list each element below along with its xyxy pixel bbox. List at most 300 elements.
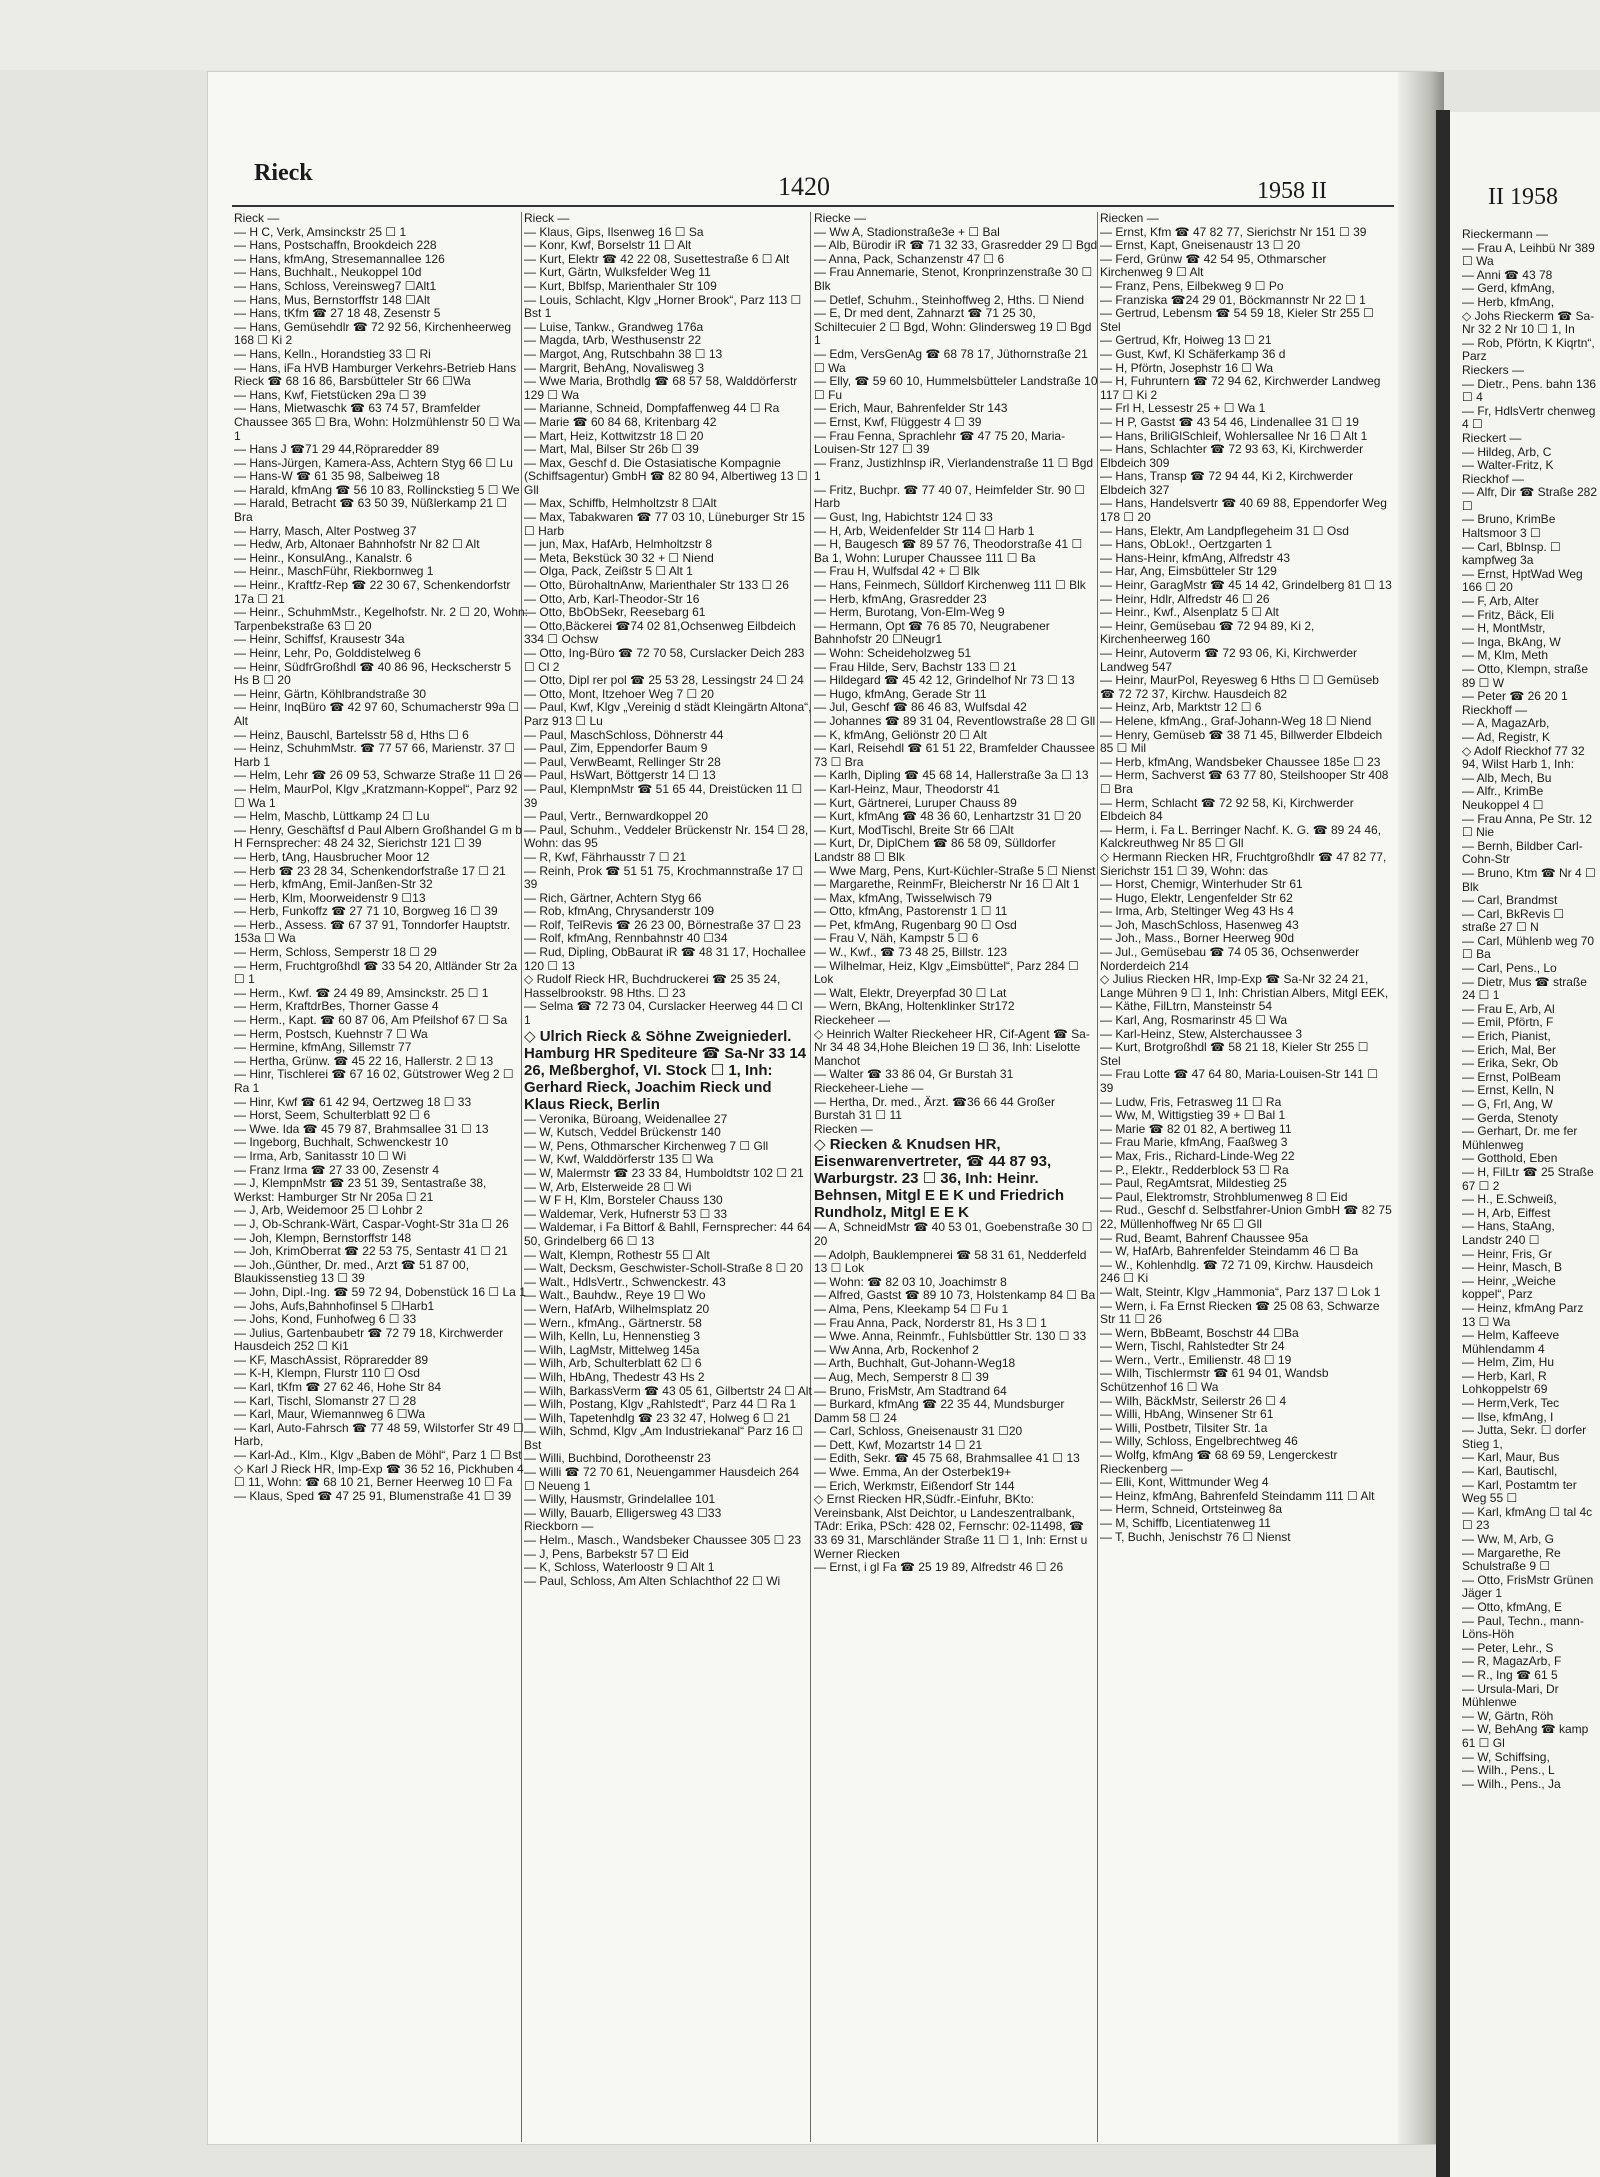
directory-entry: — Willy, Schloss, Engelbrechtweg 46 — [1100, 1434, 1298, 1449]
directory-entry: — Wern., kfmAng., Gärtnerstr. 58 — [524, 1315, 702, 1330]
directory-entry: — Herb, kfmAng, Wandsbeker Chaussee 185e ☐ 23 — [1100, 754, 1381, 769]
directory-entry: — Herb, tAng, Hausbrucher Moor 12 — [234, 849, 430, 864]
directory-entry: — Margarethe, Re Schulstraße 9 ☐ — [1462, 1545, 1561, 1574]
name-group-heading: Rieckenberg — — [1100, 1461, 1183, 1476]
directory-entry: — Selma ☎ 72 73 04, Curslacker Heerweg 44 ☐ Cl 1 — [524, 999, 803, 1028]
directory-entry: — W., Kohlenhdlg. ☎ 72 71 09, Kirchw. Hausdeich 246 ☐ Ki — [1100, 1257, 1374, 1286]
directory-entry: — Alfred, Gastst ☎ 89 10 73, Holstenkamp 84 ☐ Ba — [814, 1288, 1096, 1303]
directory-entry: — Herm., Kwf. ☎ 24 49 89, Amsinckstr. 25 ☐ 1 — [234, 985, 489, 1000]
directory-entry: — Paul, Schuhm., Veddeler Brückenstr Nr. 154 ☐ 28, Wohn: das 95 — [524, 822, 809, 851]
directory-entry: — Karl, Bautischl, — [1462, 1464, 1558, 1479]
directory-entry: — KF, MaschAssist, Röpraredder 89 — [234, 1352, 429, 1367]
directory-entry: — Ingeborg, Buchhalt, Schwenckestr 10 — [234, 1135, 449, 1150]
directory-entry: — Willi, Buchbind, Dorotheenstr 23 — [524, 1451, 711, 1466]
directory-entry: — Heinr., SchuhmMstr., Kegelhofstr. Nr. 2 ☐ 20, Wohn: Tarpenbekstraße 63 ☐ 20 — [234, 605, 528, 633]
directory-entry: — A, MagazArb, — [1462, 716, 1550, 731]
directory-entry: — Wern, HafArb, Wilhelmsplatz 20 — [524, 1301, 710, 1316]
directory-entry: — Herm,Verk, Tec — [1462, 1396, 1560, 1411]
directory-entry: — Joh, Klempn, Bernstorffstr 148 — [234, 1230, 412, 1245]
directory-entry: — H, Fuhruntern ☎ 72 94 62, Kirchwerder Landweg 117 ☐ Ki 2 — [1100, 374, 1381, 402]
directory-entry: — Carl, Mühlenb weg 70 ☐ Ba — [1462, 933, 1595, 962]
directory-entry: ◇ Karl J Rieck HR, Imp-Exp ☎ 36 52 16, Pickhuben 4 ☐ 11, Wohn: ☎ 68 10 21, Berner Heerweg 10 ☐ Fa — [234, 1461, 524, 1490]
directory-entry: — Ferd, Grünw ☎ 42 54 95, Othmarscher Kirchenweg 9 ☐ Alt — [1100, 251, 1327, 280]
directory-entry: — Horst, Seem, Schulterblatt 92 ☐ 6 — [234, 1108, 431, 1123]
directory-entry: — Herm, Sachverst ☎ 63 77 80, Steilshooper Str 408 ☐ Bra — [1100, 768, 1389, 796]
directory-entry: — Alb, Mech, Bu — [1462, 770, 1552, 785]
directory-entry: — Walter-Fritz, K — [1462, 458, 1554, 473]
directory-entry: — Carl, BbInsp. ☐ kampfweg 3a — [1462, 539, 1561, 568]
name-group-heading: Rieckers — — [1462, 362, 1525, 377]
name-group-heading: Rieckermann — — [1462, 228, 1549, 241]
directory-entry: — Max, Tabakwaren ☎ 77 03 10, Lüneburger Str 15 ☐ Harb — [524, 510, 805, 538]
directory-entry: — Henry, Gemüseb ☎ 38 71 45, Billwerder Elbdeich 85 ☐ Mil — [1100, 727, 1383, 756]
directory-entry: — Wwe Maria, Brothdlg ☎ 68 57 58, Walddörferstr 129 ☐ Wa — [524, 374, 798, 402]
directory-entry: — Wilh, Postang, Klgv „Rahlstedt“, Parz 44 ☐ Ra 1 — [524, 1397, 797, 1412]
directory-entry: — Gerd, kfmAng, — [1462, 281, 1555, 296]
directory-entry: — Otto, Klempn, straße 89 ☐ W — [1462, 662, 1589, 690]
directory-entry: — Heinr, Schiffsf, Krausestr 34a — [234, 632, 405, 647]
directory-entry: — Jul., Gemüsebau ☎ 74 05 36, Ochsenwerder Norderdeich 214 — [1100, 945, 1360, 973]
directory-entry: — Heinr, Autoverm ☎ 72 93 06, Ki, Kirchwerder Landweg 547 — [1100, 646, 1358, 674]
directory-entry: — Ww A, Stadionstraße3e + ☐ Bal — [814, 224, 1000, 239]
directory-entry: — Emil, Pförtn, F — [1462, 1015, 1554, 1030]
directory-entry: — Willi, Postbetr, Tilsiter Str. 1a — [1100, 1420, 1268, 1435]
directory-entry: — Erich, Mal, Ber — [1462, 1042, 1557, 1057]
directory-entry: — Alb, Bürodir iR ☎ 71 32 33, Grasredder 29 ☐ Bgd — [814, 238, 1098, 253]
directory-entry: — Heinr., MaschFühr, Riekbornweg 1 — [234, 564, 434, 579]
directory-entry: — Klaus, Gips, Ilsenweg 16 ☐ Sa — [524, 224, 704, 239]
directory-entry: — Heinz, Arb, Marktstr 12 ☐ 6 — [1100, 700, 1262, 715]
directory-entry: — Helm, Kaffeeve Mühlendamm 4 — [1462, 1328, 1560, 1356]
directory-entry: — Paul, KlempnMstr ☎ 51 65 44, Dreistücken 11 ☐ 39 — [524, 781, 803, 810]
directory-entry: — A, SchneidMstr ☎ 40 53 01, Goebenstraße 30 ☐ 20 — [814, 1220, 1093, 1248]
directory-entry: — Otto, Dipl rer pol ☎ 25 53 28, Lessingstr 24 ☐ 24 — [524, 673, 804, 688]
directory-entry: — Olga, Pack, Zeißstr 5 ☐ Alt 1 — [524, 564, 693, 579]
directory-entry: — Herb, kfmAng, Emil-Janßen-Str 32 — [234, 877, 433, 892]
directory-entry: — Wohn: ☎ 82 03 10, Joachimstr 8 — [814, 1274, 1007, 1289]
header-rule — [232, 205, 1394, 207]
directory-entry: — Hermann, Opt ☎ 76 85 70, Neugrabener Bahnhofstr 20 ☐Neugr1 — [814, 618, 1050, 647]
directory-entry: — Rud, Dipling, ObBaurat iR ☎ 48 31 17, Hochallee 120 ☐ 13 — [524, 945, 806, 973]
directory-entry: — Mart, Heiz, Kottwitzstr 18 ☐ 20 — [524, 428, 704, 443]
directory-entry: — Elli, Kont, Wittmunder Weg 4 — [1100, 1475, 1269, 1490]
directory-entry: — H, Baugesch ☎ 89 57 76, Theodorstraße 41 ☐ Ba 1, Wohn: Luruper Chaussee 111 ☐ Ba — [814, 537, 1083, 565]
directory-entry: — Franz Irma ☎ 27 33 00, Zesenstr 4 — [234, 1162, 440, 1177]
directory-entry: — Heinr., KonsulAng., Kanalstr. 6 — [234, 550, 413, 565]
directory-entry: — H, Arb, Eiffest — [1462, 1205, 1551, 1220]
directory-entry: — Alma, Pens, Kleekamp 54 ☐ Fu 1 — [814, 1301, 1009, 1316]
directory-entry: — Frau E, Arb, Al — [1462, 1001, 1555, 1016]
directory-entry: — Paul, Zim, Eppendorfer Baum 9 — [524, 741, 708, 756]
directory-entry: — Paul, Vertr., Bernwardkoppel 20 — [524, 809, 709, 824]
adjacent-page-head: II 1958 — [1488, 184, 1558, 210]
directory-entry: — Otto, FrisMstr Grünen Jäger 1 — [1462, 1572, 1594, 1601]
directory-entry: — Wilh, BarkassVerm ☎ 43 05 61, Gilbertstr 24 ☐ Alt — [524, 1383, 812, 1398]
directory-entry: — Luise, Tankw., Grandweg 176a — [524, 319, 704, 334]
directory-entry: — Herm, Fruchtgroßhdl ☎ 33 54 20, Altländer Str 2a ☐ 1 — [234, 958, 518, 987]
directory-entry: — Willy, Bauarb, Elligersweg 43 ☐33 — [524, 1505, 722, 1520]
directory-entry: — Herb, Funkoffz ☎ 27 71 10, Borgweg 16 ☐ 39 — [234, 904, 498, 919]
directory-entry: ◇ Johs Rieckerm ☎ Sa-Nr 32 2 Nr 10 ☐ 1, In — [1462, 308, 1595, 337]
directory-entry: — Karl, kfmAng ☐ tal 4c ☐ 23 — [1462, 1504, 1593, 1533]
directory-entry: — Hildegard ☎ 45 42 12, Grindelhof Nr 73 ☐ 13 — [814, 673, 1075, 688]
directory-entry: — Helm., Masch., Wandsbeker Chaussee 305 ☐ 23 — [524, 1533, 802, 1548]
name-group-heading: Riecke — — [814, 212, 867, 225]
directory-entry: — W, Kwf, Walddörferstr 135 ☐ Wa — [524, 1152, 714, 1167]
directory-entry: — Margarethe, ReinmFr, Bleicherstr Nr 16 ☐ Alt 1 — [814, 877, 1080, 892]
directory-entry: — Herb, Klm, Moorweidenstr 9 ☐13 — [234, 890, 426, 905]
directory-entry: — Hans, Kelln., Horandstieg 33 ☐ Ri — [234, 346, 431, 361]
directory-entry: — Paul, Schloss, Am Alten Schlachthof 22 ☐ Wi — [524, 1573, 781, 1588]
directory-entry: ◇ Ernst Riecken HR,Südfr.-Einfuhr, BKto: Vereinsbank, Alst Deichtor, u Landeszentralbank, TAdr: Erika, PSch: 428 02, Fernschr: 02-11498, ☎ 33 69 31, Marschländer Straße 11 ☐ 1, Inh: Ernst u Werner Riecken — [814, 1492, 1088, 1561]
directory-entry: ◇ Adolf Rieckhof 77 32 94, Wilst Harb 1, Inh: — [1462, 743, 1585, 772]
directory-entry: — J, Ob-Schrank-Wärt, Caspar-Voght-Str 31a ☐ 26 — [234, 1216, 509, 1231]
directory-entry: — Wwe Marg, Pens, Kurt-Küchler-Straße 5 ☐ Nienst — [814, 863, 1096, 878]
directory-entry: — W, BehAng ☎ kamp 61 ☐ Gl — [1462, 1722, 1589, 1750]
directory-entry: — Heinr., Kraftfz-Rep ☎ 22 30 67, Schenkendorfstr 17a ☐ 21 — [234, 578, 511, 606]
directory-entry: — Waldemar, Verk, Hufnerstr 53 ☐ 33 — [524, 1206, 728, 1221]
directory-entry: — Ww, M, Arb, G — [1462, 1532, 1555, 1546]
directory-entry: — Käthe, FilLtrn, Mansteinstr 54 — [1100, 999, 1273, 1014]
directory-entry: — Heinz, SchuhmMstr. ☎ 77 57 66, Marienstr. 37 ☐ Harb 1 — [234, 741, 516, 769]
directory-entry: — Heinz, kfmAng Parz 13 ☐ Wa — [1462, 1300, 1584, 1329]
directory-entry: — Ludw, Fris, Fetrasweg 11 ☐ Ra — [1100, 1094, 1282, 1109]
directory-entry: — Frau Fenna, Sprachlehr ☎ 47 75 20, Maria-Louisen-Str 127 ☐ 39 — [814, 428, 1066, 457]
directory-entry: — H, FilLtr ☎ 25 Straße 67 ☐ 2 — [1462, 1164, 1594, 1193]
directory-entry: — H., E.Schweiß, — [1462, 1192, 1557, 1207]
directory-entry: — Rud., Geschf d. Selbstfahrer-Union GmbH ☎ 82 75 22, Müllenhoffweg Nr 65 ☐ Gll — [1100, 1203, 1392, 1231]
directory-entry: — Helm, MaurPol, Klgv „Kratzmann-Koppel“, Parz 92 ☐ Wa 1 — [234, 781, 518, 810]
directory-entry: — W, Pens, Othmarscher Kirchenweg 7 ☐ Gll — [524, 1138, 769, 1153]
directory-entry: — Karl, Auto-Fahrsch ☎ 77 48 59, Wilstorfer Str 49 ☐ Harb, — [234, 1420, 524, 1449]
directory-entry: — Marie ☎ 82 01 82, A bertiweg 11 — [1100, 1121, 1292, 1136]
directory-entry: — Helene, kfmAng., Graf-Johann-Weg 18 ☐ Niend — [1100, 713, 1372, 728]
directory-entry: — Wilhelmar, Heiz, Klgv „Eimsbüttel“, Parz 284 ☐ Lok — [814, 958, 1079, 987]
directory-entry: — Otto, Arb, Karl-Theodor-Str 16 — [524, 591, 700, 606]
directory-entry: — Hans-Heinr, kfmAng, Alfredstr 43 — [1100, 550, 1291, 565]
directory-entry: — Herm, Schloss, Semperstr 18 ☐ 29 — [234, 945, 437, 960]
directory-entry: — Kurt, kfmAng ☎ 48 36 60, Lenhartzstr 31 ☐ 20 — [814, 809, 1082, 824]
directory-entry: — Franz, Pens, Eilbekweg 9 ☐ Po — [1100, 278, 1284, 293]
directory-entry: — H C, Verk, Amsinckstr 25 ☐ 1 — [234, 224, 407, 239]
directory-entry: — Hans, Kwf, Fietstücken 29a ☐ 39 — [234, 387, 427, 402]
directory-entry: — Walt, Klempn, Rothestr 55 ☐ Alt — [524, 1247, 710, 1262]
directory-entry: — Otto,Bäckerei ☎74 02 81,Ochsenweg Eilbdeich 334 ☐ Ochsw — [524, 618, 796, 647]
directory-entry: — Margrit, BehAng, Novalisweg 3 — [524, 360, 705, 375]
directory-entry: — H, Pförtn, Josephstr 16 ☐ Wa — [1100, 360, 1274, 375]
directory-entry: — Hans, Postschaffn, Brookdeich 228 — [234, 238, 437, 253]
directory-entry: — Herb, kfmAng, Grasredder 23 — [814, 591, 987, 606]
directory-entry: — Carl, BkRevis ☐ straße 27 ☐ N — [1462, 906, 1565, 935]
directory-entry: — Otto, BürohaltnAnw, Marienthaler Str 133 ☐ 26 — [524, 578, 789, 593]
directory-entry: — Paul, VerwBeamt, Rellinger Str 28 — [524, 754, 721, 769]
directory-entry: — Gertrud, Kfr, Hoiweg 13 ☐ 21 — [1100, 333, 1272, 348]
directory-entry: — Hertha, Dr. med., Ärzt. ☎36 66 44 Großer Burstah 31 ☐ 11 — [814, 1094, 1056, 1123]
directory-entry: — Fritz, Bäck, Eli — [1462, 607, 1555, 622]
directory-entry: — Gertrud, Lebensm ☎ 54 59 18, Kieler Str 255 ☐ Stel — [1100, 306, 1374, 334]
directory-entry: — M, Schiffb, Licentiatenweg 11 — [1100, 1516, 1271, 1530]
directory-entry: — Frau Hilde, Serv, Bachstr 133 ☐ 21 — [814, 659, 1017, 674]
directory-entry: — Wilh, Tischlermstr ☎ 61 94 01, Wandsb Schützenhof 16 ☐ Wa — [1100, 1366, 1329, 1395]
directory-entry: — Anni ☎ 43 78 — [1462, 267, 1553, 282]
directory-entry: ◇ Rudolf Rieck HR, Buchdruckerei ☎ 25 35 24, Hasselbrookstr. 98 Hths. ☐ 23 — [524, 972, 781, 1000]
directory-entry: — G, Frl, Ang, W — [1462, 1097, 1553, 1111]
directory-entry: — Carl, Brandmst — [1462, 893, 1558, 908]
directory-entry: — Gust, Ing, Habichtstr 124 ☐ 33 — [814, 510, 993, 525]
directory-entry: — P., Elektr., Redderblock 53 ☐ Ra — [1100, 1162, 1289, 1177]
directory-entry: — Harald, kfmAng ☎ 56 10 83, Rollinckstieg 5 ☐ We — [234, 482, 520, 497]
directory-entry: — Herm, Postsch, Kuehnstr 7 ☐ Wa — [234, 1026, 428, 1041]
adjacent-page-column — [1462, 228, 1598, 2158]
directory-entry: — T, Buchh, Jenischstr 76 ☐ Nienst — [1100, 1529, 1291, 1544]
book-gutter — [1436, 110, 1450, 2177]
directory-entry: — Hans, Elektr, Am Landpflegeheim 31 ☐ Osd — [1100, 523, 1349, 538]
name-group-heading: Rieckborn — — [524, 1519, 594, 1534]
directory-entry: — Joh.,Günther, Dr. med., Arzt ☎ 51 87 00, Blaukissenstieg 13 ☐ 39 — [234, 1257, 470, 1286]
directory-entry: — Franziska ☎24 29 01, Böckmannstr Nr 22 ☐ 1 — [1100, 292, 1366, 307]
directory-entry: — Ernst, PolBeam — [1462, 1069, 1561, 1084]
directory-entry: — Wilh, Tapetenhdlg ☎ 23 32 47, Holweg 6 ☐ 21 — [524, 1410, 791, 1425]
directory-entry: — Arth, Buchhalt, Gut-Johann-Weg18 — [814, 1356, 1016, 1371]
directory-entry: — Hans, tKfm ☎ 27 18 48, Zesenstr 5 — [234, 306, 441, 321]
directory-entry: — Heinr., Kwf., Alsenplatz 5 ☐ Alt — [1100, 605, 1279, 620]
directory-entry: — Kurt, Gärtnerei, Luruper Chauss 89 — [814, 795, 1017, 810]
directory-entry: — Willy, Hausmstr, Grindelallee 101 — [524, 1492, 716, 1507]
directory-entry: — W, Kutsch, Veddel Brückenstr 140 — [524, 1125, 721, 1140]
directory-entry: — J, Arb, Weidemoor 25 ☐ Lohbr 2 — [234, 1203, 423, 1218]
directory-entry: — Paul, MaschSchloss, Döhnerstr 44 — [524, 727, 724, 742]
directory-entry: — Kurt, Brotgroßhdl ☎ 58 21 18, Kieler Str 255 ☐ Stel — [1100, 1040, 1369, 1068]
directory-entry: — Ernst, Kelln, N — [1462, 1083, 1555, 1098]
directory-entry: — Karl, Tischl, Slomanstr 27 ☐ 28 — [234, 1393, 417, 1408]
directory-entry: — Hans, BriliGlSchleif, Wohlersallee Nr 16 ☐ Alt 1 — [1100, 428, 1368, 443]
directory-entry: — Har, Ang, Eimsbütteler Str 129 — [1100, 564, 1277, 579]
name-group-heading: Riecken — — [814, 1121, 873, 1136]
directory-entry: — Mart, Mal, Bilser Str 26b ☐ 39 — [524, 442, 699, 457]
name-group-heading: Rieckeheer-Liehe — — [814, 1081, 924, 1095]
directory-entry: — Erich, Pianist, — [1462, 1029, 1551, 1044]
directory-entry: — W, Arb, Elsterweide 28 ☐ Wi — [524, 1179, 692, 1194]
directory-entry: — Kurt, Elektr ☎ 42 22 08, Susettestraße 6 ☐ Alt — [524, 251, 790, 266]
directory-entry: — Burkard, kfmAng ☎ 22 35 44, Mundsburger Damm 58 ☐ 24 — [814, 1397, 1065, 1425]
running-head-keyword: Rieck — [254, 160, 313, 186]
directory-entry: — Louis, Schlacht, Klgv „Horner Brook“, Parz 113 ☐ Bst 1 — [524, 292, 802, 321]
directory-entry: — Hans-W ☎ 61 35 98, Salbeiweg 18 — [234, 469, 440, 484]
directory-entry: — Wolfg, kfmAng ☎ 68 69 59, Lengerckestr — [1100, 1448, 1338, 1463]
directory-entry: — Detlef, Schuhm., Steinhoffweg 2, Hths. ☐ Niend — [814, 292, 1084, 307]
directory-entry: — Wilh, Arb, Schulterblatt 62 ☐ 6 — [524, 1356, 702, 1371]
directory-entry: — Margot, Ang, Rutschbahn 38 ☐ 13 — [524, 346, 723, 361]
directory-entry: — Erika, Sekr, Ob — [1462, 1056, 1559, 1071]
directory-entry: — Helm, Maschb, Lüttkamp 24 ☐ Lu — [234, 809, 430, 824]
directory-entry: — Hugo, Elektr, Lengenfelder Str 62 — [1100, 890, 1293, 905]
directory-entry: — Hans-Jürgen, Kamera-Ass, Achtern Styg 66 ☐ Lu — [234, 455, 513, 470]
directory-entry: — Elly, ☎ 59 60 10, Hummelsbütteler Landstraße 10 ☐ Fu — [814, 374, 1098, 402]
column-1 — [234, 212, 528, 2142]
directory-entry: — Willi, HbAng, Winsener Str 61 — [1100, 1407, 1274, 1422]
directory-entry: — Peter, Lehr., S — [1462, 1640, 1554, 1655]
directory-entry: — Johs, Aufs,Bahnhofinsel 5 ☐Harb1 — [234, 1298, 435, 1313]
directory-entry: — Wwe. Anna, Reinmfr., Fuhlsbüttler Str. 130 ☐ 33 — [814, 1329, 1087, 1344]
directory-entry: — Kurt, Gärtn, Wulksfelder Weg 11 — [524, 265, 711, 280]
directory-entry: — Kurt, Bblfsp, Marienthaler Str 109 — [524, 278, 717, 293]
directory-entry: — Dett, Kwf, Mozartstr 14 ☐ 21 — [814, 1437, 983, 1452]
directory-entry: — Edith, Sekr. ☎ 45 75 68, Brahmsallee 41 ☐ 13 — [814, 1451, 1080, 1466]
directory-entry: — Frau Anna, Pack, Norderstr 81, Hs 3 ☐ 1 — [814, 1315, 1047, 1330]
directory-entry: — Magda, tArb, Westhusenstr 22 — [524, 333, 702, 348]
directory-entry: — E, Dr med dent, Zahnarzt ☎ 71 25 30, Schiltecuier 2 ☐ Bgd, Wohn: Glindersweg 19 ☐ Bgd 1 — [814, 306, 1092, 348]
directory-entry: — Hans, Mietwaschk ☎ 63 74 57, Bramfelder Chaussee 365 ☐ Bra, Wohn: Holzmühlenstr 50 ☐ Wa 1 — [234, 401, 521, 443]
directory-entry: — Klaus, Sped ☎ 47 25 91, Blumenstraße 41 ☐ 39 — [234, 1488, 512, 1503]
directory-entry: — Karl-Heinz, Maur, Theodorstr 41 — [814, 781, 1000, 796]
directory-entry: ◇ Heinrich Walter Rieckeheer HR, Cif-Agent ☎ Sa-Nr 34 48 34,Hohe Bleichen 19 ☐ 36, Inh: Liselotte Manchot — [814, 1026, 1090, 1068]
directory-entry: — Wern, BbBeamt, Boschstr 44 ☐Ba — [1100, 1325, 1299, 1340]
directory-entry: — Gerda, Stenoty — [1462, 1110, 1559, 1125]
directory-entry: — Frau Anna, Pe Str. 12 ☐ Nie — [1462, 811, 1593, 840]
directory-entry: — Wilh, Kelln, Lu, Hennenstieg 3 — [524, 1329, 701, 1344]
directory-entry: — Heinr, Hdlr, Alfredstr 46 ☐ 26 — [1100, 591, 1270, 606]
directory-entry: — Edm, VersGenAg ☎ 68 78 17, Jüthornstraße 21 ☐ Wa — [814, 346, 1088, 375]
directory-entry: — Paul, Kwf, Klgv „Vereinig d städt Kleingärtn Altona“, Parz 913 ☐ Lu — [524, 700, 812, 728]
directory-entry: — Paul, Techn., mann-Löns-Höh — [1462, 1613, 1584, 1642]
directory-entry: — Rob, kfmAng, Chrysanderstr 109 — [524, 904, 715, 919]
directory-entry: — Ernst, HptWad Weg 166 ☐ 20 — [1462, 566, 1583, 595]
directory-entry: — Hans J ☎71 29 44,Röpraredder 89 — [234, 442, 440, 457]
directory-entry: — Herm, i. Fa L. Berringer Nachf. K. G. ☎ 89 24 46, Kalckreuthweg Nr 85 ☐ Gll — [1100, 822, 1382, 851]
directory-entry: — Marie ☎ 60 84 68, Kritenbarg 42 — [524, 414, 717, 429]
directory-entry: — Rob, Pförtn, K Kiqrtn“, Parz — [1462, 335, 1595, 364]
directory-entry: — Hugo, kfmAng, Gerade Str 11 — [814, 686, 987, 701]
directory-entry: — Irma, Arb, Sanitasstr 10 ☐ Wi — [234, 1148, 407, 1163]
directory-entry: — Hans, Schlachter ☎ 72 93 63, Ki, Kirchwerder Elbdeich 309 — [1100, 442, 1364, 470]
directory-entry: — Herm, Burotang, Von-Elm-Weg 9 — [814, 605, 1005, 620]
directory-entry: — Herm, Schneid, Ortsteinweg 8a — [1100, 1502, 1283, 1517]
directory-entry: — Hans, iFa HVB Hamburger Verkehrs-Betrieb Hans Rieck ☎ 68 16 86, Barsbütteler Str 66 ☐Wa — [234, 360, 517, 389]
directory-entry: — Gotthold, Eben — [1462, 1151, 1558, 1166]
directory-entry: — Alfr, Dir ☎ Straße 282 ☐ — [1462, 485, 1597, 513]
directory-entry: — Karl, Maur, Bus — [1462, 1450, 1560, 1465]
directory-entry: — Wilh, Schmd, Klgv „Am Industriekanal“ Parz 16 ☐ Bst — [524, 1424, 803, 1452]
directory-entry: — Rud, Beamt, Bahrenf Chaussee 95a — [1100, 1230, 1309, 1245]
directory-entry: — Karl, Postamtm ter Weg 55 ☐ — [1462, 1477, 1577, 1506]
directory-entry: — Henry, Geschäftsf d Paul Albern Großhandel G m b H Fernsprecher: 48 24 32, Sierichstr 121 ☐ 39 — [234, 822, 522, 851]
directory-entry: — Wilh., Pens., L — [1462, 1763, 1555, 1778]
directory-entry: — Hedw, Arb, Altonaer Bahnhofstr Nr 82 ☐ Alt — [234, 537, 480, 552]
directory-entry: — Frl H, Lessestr 25 + ☐ Wa 1 — [1100, 401, 1266, 416]
directory-entry: ◇ Julius Riecken HR, Imp-Exp ☎ Sa-Nr 32 24 21, Lange Mühren 9 ☐ 1, Inh: Christian Albers, Mitgl EEK, — [1100, 972, 1389, 1000]
directory-entry: — Kurt, Dr, DiplChem ☎ 86 58 09, Sülldorfer Landstr 88 ☐ Blk — [814, 836, 1056, 864]
directory-entry: — Ernst, Kwf, Flüggestr 4 ☐ 39 — [814, 414, 982, 429]
directory-entry: — Max, kfmAng, Twisselwisch 79 — [814, 890, 992, 905]
name-group-heading: Rieckeheer — — [814, 1013, 891, 1028]
directory-entry: — Walt, Elektr, Dreyerpfad 30 ☐ Lat — [814, 985, 1007, 1000]
directory-entry: — Erich, Maur, Bahrenfelder Str 143 — [814, 401, 1008, 416]
directory-entry: — Ernst, Kapt, Gneisenaustr 13 ☐ 20 — [1100, 238, 1301, 253]
directory-entry: — Otto, Mont, Itzehoer Weg 7 ☐ 20 — [524, 686, 714, 701]
directory-entry: — Hans, Schloss, Vereinsweg7 ☐Alt1 — [234, 278, 437, 293]
directory-entry: — Meta, Bekstück 30 32 + ☐ Niend — [524, 550, 714, 565]
directory-entry: — Fr, HdlsVertr chenweg 4 ☐ — [1462, 403, 1596, 432]
directory-entry: — Irma, Arb, Steltinger Weg 43 Hs 4 — [1100, 904, 1294, 919]
directory-entry: — Ernst, Kfm ☎ 47 82 77, Sierichstr Nr 151 ☐ 39 — [1100, 224, 1367, 239]
directory-entry: — Hildeg, Arb, C — [1462, 444, 1552, 459]
directory-entry: — Erich, Werkmstr, Eißendorf Str 144 — [814, 1478, 1015, 1493]
name-group-heading: Rieck — — [234, 212, 280, 225]
directory-entry: — John, Dipl.-Ing. ☎ 59 72 94, Dobenstück 16 ☐ La 1 — [234, 1284, 526, 1299]
directory-entry: — Ilse, kfmAng, I — [1462, 1409, 1554, 1424]
directory-entry: — W, Schiffsing, — [1462, 1749, 1550, 1764]
directory-entry: — Gust, Kwf, Kl Schäferkamp 36 d — [1100, 346, 1286, 361]
directory-entry: — Frau A, Leihbü Nr 389 ☐ Wa — [1462, 240, 1595, 269]
directory-entry: — W, HafArb, Bahrenfelder Steindamm 46 ☐ Ba — [1100, 1244, 1359, 1259]
directory-entry: — Paul, RegAmtsrat, Mildestieg 25 — [1100, 1176, 1287, 1191]
directory-entry: — Reinh, Prok ☎ 51 51 75, Krochmannstraße 17 ☐ 39 — [524, 863, 804, 892]
directory-entry: — Karl, tKfm ☎ 27 62 46, Hohe Str 84 — [234, 1380, 442, 1395]
directory-entry: — Hinr, Kwf ☎ 61 42 94, Oertzweg 18 ☐ 33 — [234, 1094, 472, 1109]
directory-entry: — J, KlempnMstr ☎ 23 51 39, Sentastraße 38, Werkst: Hamburger Str Nr 205a ☐ 21 — [234, 1176, 487, 1204]
directory-entry: — R., Ing ☎ 61 5 — [1462, 1667, 1558, 1682]
directory-entry: — Hermine, kfmAng, Sillemstr 77 — [234, 1040, 412, 1055]
directory-entry: — H, MontMstr, — [1462, 621, 1546, 636]
directory-entry: — Walter ☎ 33 86 04, Gr Burstah 31 — [814, 1067, 1014, 1082]
directory-entry: — Wern., Vertr., Emilienstr. 48 ☐ 19 — [1100, 1352, 1292, 1367]
directory-entry: — Julius, Gartenbaubetr ☎ 72 79 18, Kirchwerder Hausdeich 252 ☐ Ki1 — [234, 1325, 504, 1354]
directory-entry: — Helm, Lehr ☎ 26 09 53, Schwarze Straße 11 ☐ 26 — [234, 768, 522, 783]
directory-entry: — Herm, KraftdrBes, Thorner Gasse 4 — [234, 999, 439, 1014]
directory-entry: — Helm, Zim, Hu — [1462, 1355, 1555, 1370]
directory-entry: — R, Kwf, Fährhausstr 7 ☐ 21 — [524, 849, 687, 864]
directory-entry: — Hans, Feinmech, Sülldorf Kirchenweg 111 ☐ Blk — [814, 578, 1086, 593]
directory-entry: — Heinz, Bauschl, Bartelsstr 58 d, Hths ☐ 6 — [234, 727, 469, 742]
directory-entry: — Herb, Karl, R Lohkoppelstr 69 — [1462, 1368, 1548, 1397]
directory-entry: — Wern, i. Fa Ernst Riecken ☎ 25 08 63, Schwarze Str 11 ☐ 26 — [1100, 1298, 1380, 1327]
directory-entry: — Carl, Pens., Lo — [1462, 961, 1557, 976]
directory-entry: — Rich, Gärtner, Achtern Styg 66 — [524, 890, 702, 905]
directory-entry: — Heinr, SüdfrGroßhdl ☎ 40 86 96, Heckscherstr 5 Hs B ☐ 20 — [234, 659, 512, 688]
directory-entry: — Hans, kfmAng, Stresemannallee 126 — [234, 251, 445, 266]
directory-entry: — H P, Gastst ☎ 43 54 46, Lindenallee 31 ☐ 19 — [1100, 414, 1359, 429]
directory-entry: — Anna, Pack, Schanzenstr 47 ☐ 6 — [814, 251, 1005, 266]
directory-entry: — Bernh, Bildber Carl-Cohn-Str — [1462, 838, 1583, 867]
directory-entry: — Wern, BkAng, Holtenklinker Str172 — [814, 999, 1015, 1014]
directory-entry: — jun, Max, HafArb, Helmholtzstr 8 — [524, 537, 713, 552]
directory-entry: — Heinr, Masch, B — [1462, 1260, 1563, 1275]
directory-entry: — Jul, Geschf ☎ 86 46 83, Wulfsdal 42 — [814, 700, 1027, 715]
name-group-heading: Rieckert — — [1462, 430, 1522, 445]
directory-entry: — Herm., Kapt. ☎ 60 87 06, Am Pfeilshof 67 ☐ Sa — [234, 1013, 508, 1028]
directory-entry: — Adolph, Bauklempnerei ☎ 58 31 61, Nedderfeld 13 ☐ Lok — [814, 1247, 1087, 1276]
page-number: 1420 — [778, 172, 830, 201]
directory-entry: — Franz, Justizhlnsp iR, Vierlandenstraße 11 ☐ Bgd 1 — [814, 455, 1094, 484]
directory-entry: — Bruno, KrimBe Haltsmoor 3 ☐ — [1462, 512, 1556, 541]
directory-entry: — Frau Lotte ☎ 47 64 80, Maria-Louisen-Str 141 ☐ 39 — [1100, 1067, 1378, 1095]
directory-entry: — K, Schloss, Waterloostr 9 ☐ Alt 1 — [524, 1560, 715, 1575]
directory-entry: — Wwe. Ida ☎ 45 79 87, Brahmsallee 31 ☐ 13 — [234, 1121, 489, 1136]
directory-entry: — Ww, M, Wittigstieg 39 + ☐ Bal 1 — [1100, 1108, 1286, 1123]
directory-entry: — Aug, Mech, Semperstr 8 ☐ 39 — [814, 1369, 989, 1384]
directory-entry: — Carl, Schloss, Gneisenaustr 31 ☐20 — [814, 1424, 1023, 1439]
directory-entry: — K-H, Klempn, Flurstr 110 ☐ Osd — [234, 1366, 420, 1381]
directory-entry: — Wohn: Scheideholzweg 51 — [814, 646, 972, 660]
directory-entry: — Wilh, HbAng, Thedestr 43 Hs 2 — [524, 1369, 705, 1384]
directory-entry: — Johannes ☎ 89 31 04, Reventlowstraße 28 ☐ Gll — [814, 713, 1096, 728]
directory-entry: — Paul, Elektromstr, Strohblumenweg 8 ☐ Eid — [1100, 1189, 1348, 1204]
directory-entry: — Hans, StaAng, Landstr 240 ☐ — [1462, 1219, 1555, 1247]
directory-entry: — Heinr, GaragMstr ☎ 45 14 42, Grindelberg 81 ☐ 13 — [1100, 578, 1392, 593]
directory-entry: — Heinr, Fris, Gr — [1462, 1246, 1553, 1261]
directory-entry: — Dietr, Mus ☎ straße 24 ☐ 1 — [1462, 974, 1587, 1003]
directory-entry: — Karlh, Dipling ☎ 45 68 14, Hallerstraße 3a ☐ 13 — [814, 768, 1089, 783]
